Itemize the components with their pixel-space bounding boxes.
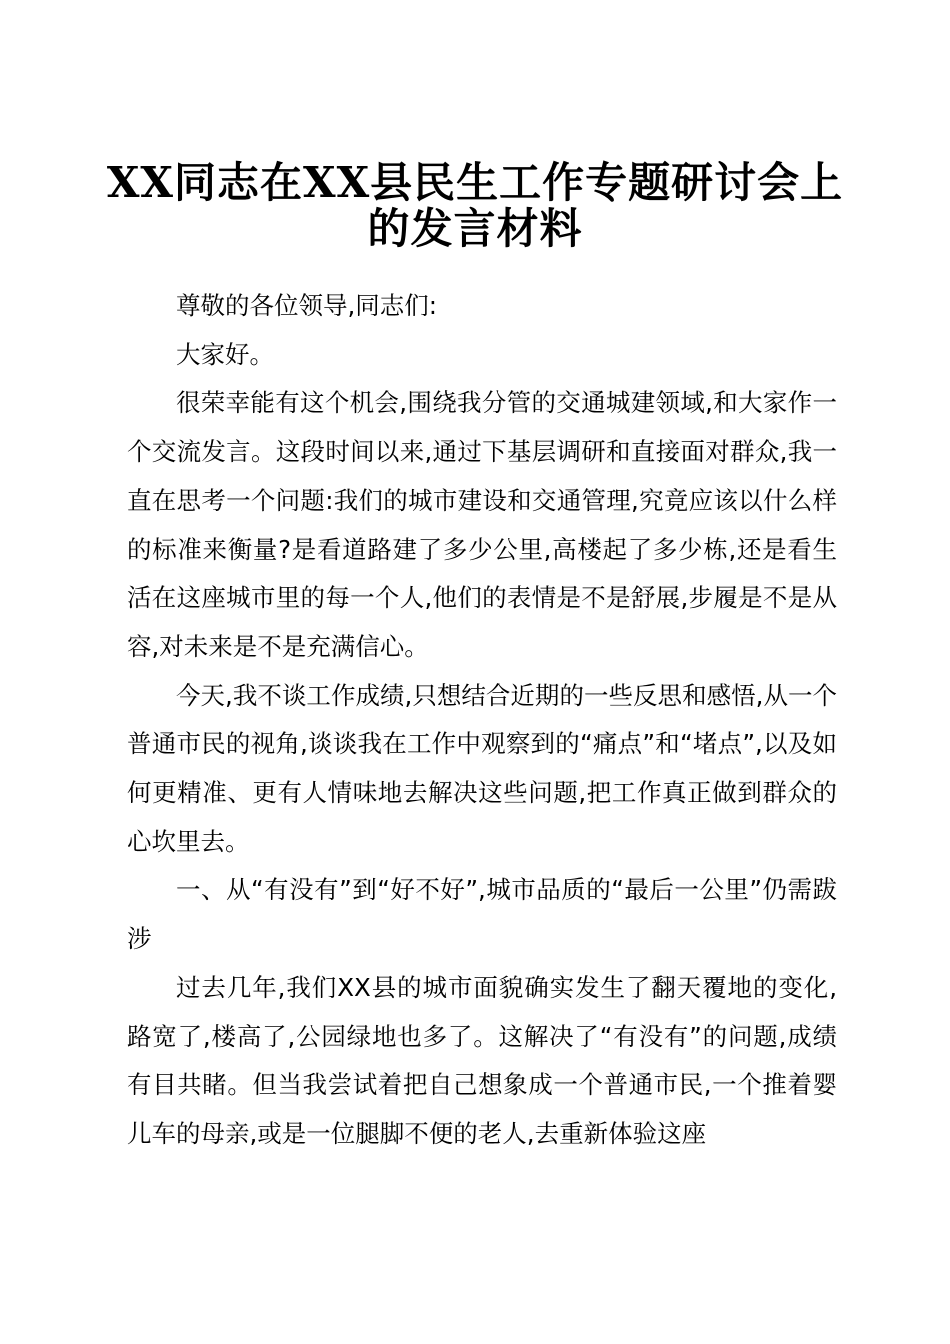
- document-body: [127, 282, 837, 1159]
- title-line-1: XX同志在XX县民生工作专题研讨会上: [106, 158, 844, 207]
- body-paragraph: 今天,我不谈工作成绩,只想结合近期的一些反思和感悟,从一个普通市民的视角,谈谈我在工作中观察到的“痛点”和“堵点”,以及如何更精准、更有人情味地去解决这些问题,把工作真正做到群众的心坎里去。: [127, 680, 837, 856]
- salutation: 尊敬的各位领导,同志们:: [176, 291, 438, 320]
- section-heading: 一、从“有没有”到“好不好”,城市品质的“最后一公里”仍需跋涉: [127, 875, 837, 954]
- document-title: [90, 160, 860, 252]
- body-paragraph: 过去几年,我们XX县的城市面貌确实发生了翻天覆地的变化,路宽了,楼高了,公园绿地也多了。这解决了“有没有”的问题,成绩有目共睹。但当我尝试着把自己想象成一个普通市民,一个推着婴儿车的母亲,或是一位腿脚不便的老人,去重新体验这座: [127, 972, 837, 1148]
- title-line-2: 的发言材料: [367, 204, 583, 253]
- body-paragraph: 很荣幸能有这个机会,围绕我分管的交通城建领域,和大家作一个交流发言。这段时间以来,通过下基层调研和直接面对群众,我一直在思考一个问题:我们的城市建设和交通管理,究竟应该以什么样的标准来衡量?是看道路建了多少公里,高楼起了多少栋,还是看生活在这座城市里的每一个人,他们的表情是不是舒展,步履是不是从容,对未来是不是充满信心。: [127, 388, 837, 661]
- greeting: 大家好。: [176, 339, 274, 369]
